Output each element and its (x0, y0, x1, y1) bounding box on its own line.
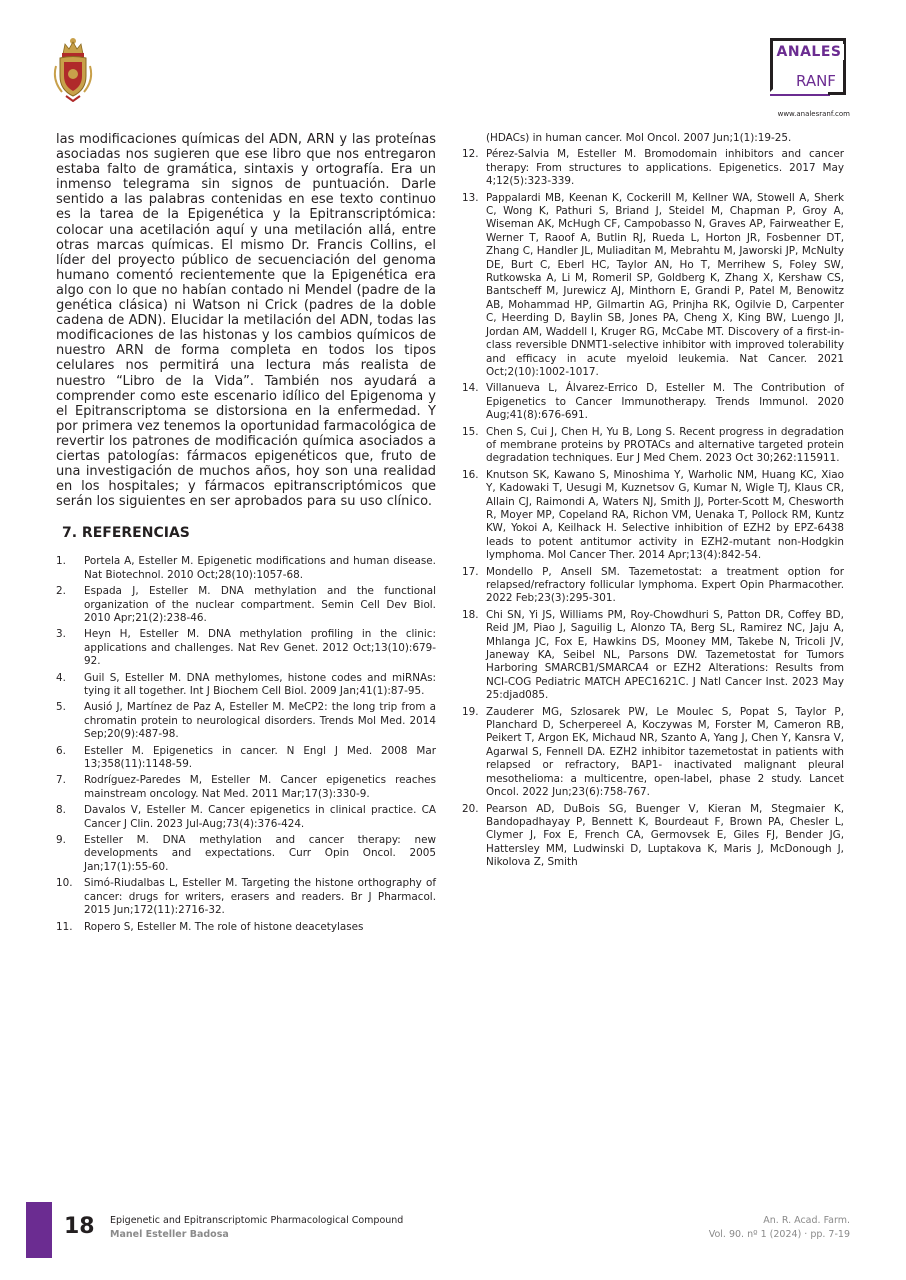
reference-text: Espada J, Esteller M. DNA methylation and the functional organization of the nuclear compartment. Semin Cell Dev Biol. 2010 Apr;21(2):238-46. (84, 585, 436, 624)
left-column (56, 132, 436, 937)
reference-number: 11. (56, 920, 73, 933)
reference-number: 3. (56, 628, 66, 641)
reference-item (56, 745, 436, 772)
reference-item (462, 132, 844, 145)
reference-text: Knutson SK, Kawano S, Minoshima Y, Warholic NM, Huang KC, Xiao Y, Kadowaki T, Uesugi M, Kuznetsov G, Kumar N, Wigle TJ, Klaus CR, Allain CJ, Raimondi A, Waters NJ, Smith JJ, Porter-Scott M, Chesworth R, Moyer MP, Copeland RA, Richon VM, Uenaka T, Pollock RM, Kuntz KW, Yokoi A, Keilhack H. Selective inhibition of EZH2 by EPZ-6438 leads to potent antitumor activity in EZH2-mutant non-Hodgkin lymphoma. Mol Cancer Ther. 2014 Apr;13(4):842-54. (486, 468, 844, 562)
logo-word-ranf: RANF (796, 72, 836, 90)
reference-number: 13. (462, 191, 479, 204)
reference-number: 1. (56, 555, 66, 568)
reference-item (56, 774, 436, 801)
reference-text: Zauderer MG, Szlosarek PW, Le Moulec S, Popat S, Taylor P, Planchard D, Scherpereel A, Koczywas M, Forster M, Cameron RB, Peikert T, Argon EK, Michaud NR, Szanto A, Yang J, Chen Y, Kansra V, Agarwal S, Fennell DA. EZH2 inhibitor tazemetostat in patients with relapsed or refractory, BAP1- inactivated malignant pleural mesothelioma: a multicentre, open-label, phase 2 study. Lancet Oncol. 2022 Jun;23(6):758-767. (486, 705, 844, 799)
reference-text: Chen S, Cui J, Chen H, Yu B, Long S. Recent progress in degradation of membrane proteins by PROTACs and alternative targeted protein degradation techniques. Eur J Med Chem. 2023 Oct 30;262:115911. (486, 425, 844, 465)
reference-item (56, 877, 436, 917)
reference-item (462, 469, 844, 563)
reference-number: 19. (462, 705, 479, 718)
reference-text: Ropero S, Esteller M. The role of histone deacetylases (84, 920, 364, 933)
reference-number: 8. (56, 804, 66, 817)
reference-number: 6. (56, 744, 66, 757)
reference-number: 7. (56, 774, 66, 787)
reference-number: 16. (462, 468, 479, 481)
reference-number: 4. (56, 671, 66, 684)
reference-text: Pérez-Salvia M, Esteller M. Bromodomain inhibitors and cancer therapy: From structures to applications. Epigenetics. 2017 May 4;12(5):323-339. (486, 148, 844, 188)
page-number: 18 (64, 1214, 95, 1239)
reference-item (462, 706, 844, 800)
logo-underline (770, 94, 830, 96)
reference-number: 20. (462, 802, 479, 815)
reference-text: Esteller M. DNA methylation and cancer therapy: new developments and expectations. Curr Opin Oncol. 2005 Jan;17(1):55-60. (84, 834, 436, 873)
journal-logo (770, 38, 850, 108)
reference-text: Rodríguez-Paredes M, Esteller M. Cancer epigenetics reaches mainstream oncology. Nat Med. 2011 Mar;17(3):330-9. (84, 774, 436, 800)
reference-text: Pappalardi MB, Keenan K, Cockerill M, Kellner WA, Stowell A, Sherk C, Wong K, Pathuri S, Briand J, Steidel M, Chapman P, Groy A, Wiseman AK, McHugh CF, Campobasso N, Graves AP, Fairweather E, Werner T, Raoof A, Butlin RJ, Rueda L, Horton JR, Fosbenner DT, Zhang C, Handler JL, Muliaditan M, Mebrahtu M, Jaworski JP, McNulty DE, Burt C, Eberl HC, Taylor AN, Ho T, Merrihew S, Foley SW, Rutkowska A, Li M, Romeril SP, Goldberg K, Zhang X, Kershaw CS, Bantscheff M, Jurewicz AJ, Minthorn E, Grandi P, Patel M, Benowitz AB, Mohammad HP, Gilmartin AG, Prinjha RK, Ogilvie D, Carpenter C, Heerding D, Baylin SB, Jones PA, Cheng X, King BW, Luengo JI, Jordan AM, Waddell I, Kruger RG, McCabe MT. Discovery of a first-in-class reversible DNMT1-selective inhibitor with improved tolerability and efficacy in acute myeloid leukemia. Nat Cancer. 2021 Oct;2(10):1002-1017. (486, 191, 844, 378)
reference-text: Heyn H, Esteller M. DNA methylation profiling in the clinic: applications and challenges. Nat Rev Genet. 2012 Oct;13(10):679-92. (84, 628, 436, 668)
reference-text: Portela A, Esteller M. Epigenetic modifications and human disease. Nat Biotechnol. 2010 Oct;28(10):1057-68. (84, 555, 436, 581)
reference-item (462, 566, 844, 606)
logo-frame-right (843, 64, 846, 94)
reference-number: 14. (462, 382, 479, 395)
reference-item (56, 834, 436, 874)
reference-item (56, 628, 436, 668)
reference-text: Esteller M. Epigenetics in cancer. N Engl J Med. 2008 Mar 13;358(11):1148-59. (84, 744, 436, 771)
reference-text: Davalos V, Esteller M. Cancer epigenetics in clinical practice. CA Cancer J Clin. 2023 Jul-Aug;73(4):376-424. (84, 804, 436, 830)
footer-accent-bar (26, 1202, 52, 1258)
reference-list-right (462, 132, 844, 870)
reference-item (462, 426, 844, 466)
reference-item (56, 585, 436, 625)
section-title: 7. REFERENCIAS (62, 525, 190, 542)
footer-article-title: Epigenetic and Epitranscriptomic Pharmacological Compound (110, 1215, 404, 1226)
footer-author: Manel Esteller Badosa (110, 1229, 229, 1240)
footer-volume: Vol. 90. nº 1 (2024) · pp. 7-19 (708, 1229, 850, 1240)
reference-list-left (56, 555, 436, 934)
reference-text: Ausió J, Martínez de Paz A, Esteller M. MeCP2: the long trip from a chromatin protein to neurological disorders. Trends Mol Med. 2014 Sep;20(9):487-98. (84, 701, 436, 741)
reference-number: 2. (56, 585, 66, 598)
reference-number: 17. (462, 565, 479, 578)
reference-item (462, 382, 844, 422)
reference-item (462, 148, 844, 188)
reference-item (56, 804, 436, 831)
reference-item (56, 701, 436, 741)
logo-word-anales: ANALES (774, 44, 844, 60)
body-paragraph: las modificaciones químicas del ADN, ARN y las proteínas asociadas nos sugieren que ese libro que nos entregaron estaba falto de gramática, sintaxis y ortografía. Era un inmenso telegrama sin signos de puntuación. Darle sentido a las palabras contenidas en ese texto continuo es la tarea de la Epigenética y la Epitranscriptómica: colocar una acetilación aquí y una metilación allá, entre otras marcas químicas. El mismo Dr. Francis Collins, el líder del proyecto público de secuenciación del genoma humano comentó recientemente que la Epigenética era algo con lo que no habían contado ni Mendel (padre de la genética clásica) ni Watson ni Crick (padres de la doble cadena de ADN). Elucidar la metilación del ADN, todas las modificaciones de las histonas y los cambios químicos de nuestro ARN de forma completa en todos los tipos celulares nos permitirá una lectura más realista de nuestro “Libro de la Vida”. También nos ayudará a comprender como este escenario idílico del Epigenoma y el Epitranscriptoma se distorsiona en la enfermedad. Y por primera vez tenemos la oportunidad farmacológica de revertir los patrones de modificación química asociados a ciertas patologías: fármacos epigenéticos que, fruto de una investigación de muchos años, hoy son una realidad en los hospitales; y fármacos epitranscriptómicos que serán los siguientes en ser aprobados para su uso clínico. (56, 132, 436, 510)
reference-item (462, 192, 844, 380)
reference-item (462, 803, 844, 870)
journal-website: www.analesranf.com (777, 110, 850, 118)
footer-journal: An. R. Acad. Farm. (763, 1215, 850, 1226)
reference-number: 10. (56, 877, 73, 890)
right-column (462, 132, 844, 873)
reference-text: (HDACs) in human cancer. Mol Oncol. 2007 Jun;1(1):19-25. (486, 132, 792, 144)
reference-text: Chi SN, Yi JS, Williams PM, Roy-Chowdhuri S, Patton DR, Coffey BD, Reid JM, Piao J, Saguilig L, Alonzo TA, Berg SL, Ramirez NC, Jaju A, Mhlanga JC, Fox E, Hawkins DS, Mooney MM, Takebe N, Tricoli JV, Janeway KA, Seibel NL, Parsons DW. Tazemetostat for Tumors Harboring SMARCB1/SMARCA4 or EZH2 Alterations: Results from NCI-COG Pediatric MATCH APEC1621C. J Natl Cancer Inst. 2023 May 25:djad085. (486, 608, 844, 702)
royal-crest-icon (52, 36, 94, 102)
reference-item (56, 672, 436, 699)
reference-text: Simó-Riudalbas L, Esteller M. Targeting the histone orthography of cancer: drugs for writers, erasers and readers. Br J Pharmacol. 2015 Jun;172(11):2716-32. (84, 877, 436, 917)
reference-number: 15. (462, 425, 479, 438)
reference-item (462, 609, 844, 703)
reference-text: Guil S, Esteller M. DNA methylomes, histone codes and miRNAs: tying it all together. Int J Biochem Cell Biol. 2009 Jan;41(1):87-95. (84, 671, 436, 697)
reference-number: 12. (462, 148, 479, 161)
reference-item (56, 921, 436, 934)
reference-text: Villanueva L, Álvarez-Errico D, Esteller M. The Contribution of Epigenetics to Cancer Immunotherapy. Trends Immunol. 2020 Aug;41(8):676-691. (486, 382, 844, 422)
reference-item (56, 555, 436, 582)
reference-text: Mondello P, Ansell SM. Tazemetostat: a treatment option for relapsed/refractory follicular lymphoma. Expert Opin Pharmacother. 2022 Feb;23(3):295-301. (486, 565, 844, 605)
reference-number: 5. (56, 701, 66, 714)
reference-text: Pearson AD, DuBois SG, Buenger V, Kieran M, Stegmaier K, Bandopadhayay P, Bennett K, Bourdeaut F, Brown PA, Chesler L, Clymer J, Fox E, French CA, Germovsek E, Giles FJ, Bender JG, Hattersley MM, Ludwinski D, Luptakova K, Maris J, McDonough J, Nikolova Z, Smith (486, 802, 844, 869)
reference-number: 18. (462, 608, 479, 621)
reference-number: 9. (56, 834, 66, 847)
logo-underline-end (828, 92, 846, 95)
